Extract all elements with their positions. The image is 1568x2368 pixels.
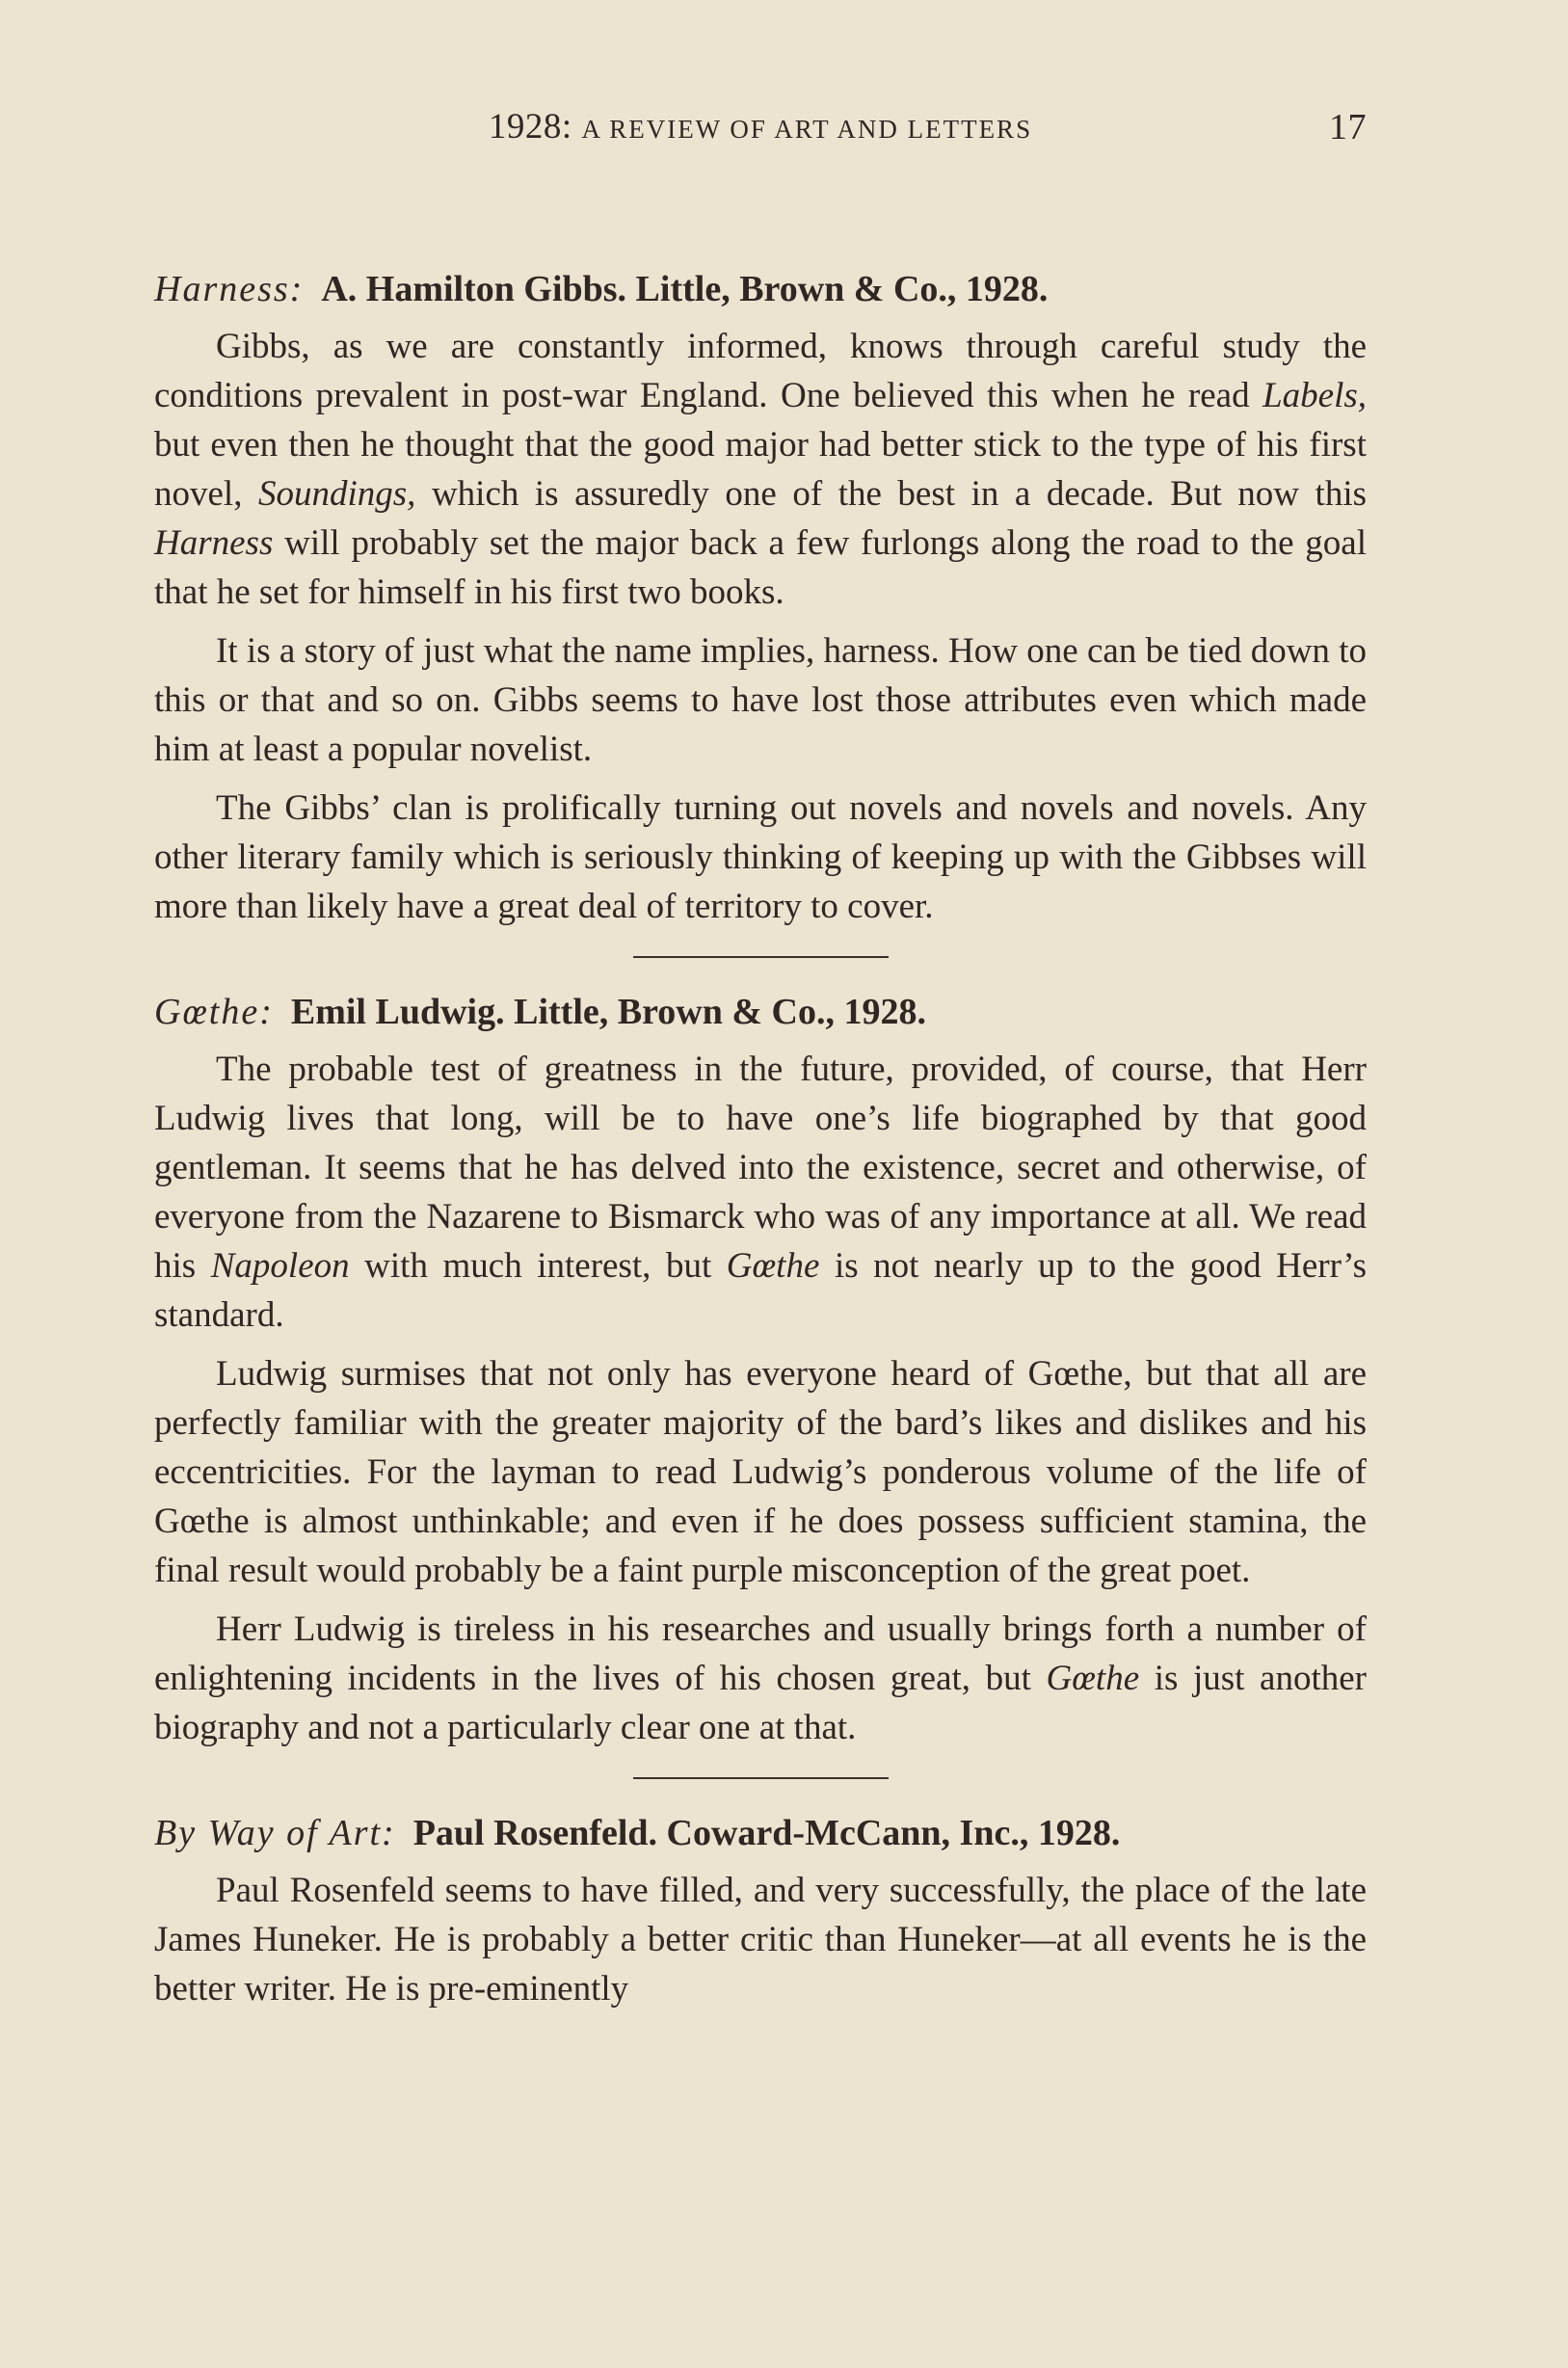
review-section: [154, 266, 1367, 931]
review-paragraph: [154, 322, 1367, 617]
review-paragraph: [154, 784, 1367, 931]
review-heading: [154, 266, 1367, 312]
book-page: [154, 106, 1367, 2023]
paragraph-text: will probably set the major back a few furlongs along the road to the goal that he set for himself in his first two books.: [154, 523, 1367, 612]
book-title: Gœthe:: [154, 992, 274, 1032]
italic-title: Labels,: [1262, 376, 1367, 415]
paragraph-text: Herr Ludwig is tireless in his researches and usually brings forth a number of enlightening incidents in the lives of his chosen great, but: [154, 1610, 1367, 1698]
running-head-colon: :: [561, 107, 572, 146]
review-section: [154, 1810, 1367, 2013]
reviews-column: [154, 266, 1367, 2013]
paragraph-text: Paul Rosenfeld seems to have filled, and very successfully, the place of the late James Huneker. He is probably a better critic than Huneker—at all events he is the better writer. He is pre-eminently: [154, 1871, 1367, 2009]
paragraph-text: which is assuredly one of the best in a decade. But now this: [415, 474, 1367, 514]
book-title: By Way of Art:: [154, 1813, 396, 1853]
italic-title: Gœthe: [726, 1246, 820, 1286]
italic-title: Harness: [154, 523, 274, 563]
paragraph-text: is not nearly up to the good Herr’s standard.: [154, 1246, 1367, 1335]
review-paragraph: [154, 626, 1367, 774]
review-paragraph: [154, 1605, 1367, 1752]
paragraph-text: It is a story of just what the name implies, harness. How one can be tied down to this or that and so on. Gibbs seems to have lost those attributes even which made him at least a popular novelist.: [154, 631, 1367, 769]
paragraph-text: with much interest, but: [349, 1246, 727, 1286]
paragraph-text: The Gibbs’ clan is prolifically turning out novels and novels and novels. Any other literary family which is seriously thinking of keeping up with the Gibbses will more than likely have a great deal of territory to cover.: [154, 788, 1367, 926]
book-title: Harness:: [154, 269, 305, 309]
paragraph-text: The probable test of greatness in the future, provided, of course, that Herr Ludwig lives that long, will be to have one’s life biographed by that good gentleman. It seems that he has delved into the existence, secret and otherwise, of everyone from the Nazarene to Bismarck who was of any importance at all. We read his: [154, 1050, 1367, 1286]
review-paragraph: [154, 1866, 1367, 2013]
book-byline: A. Hamilton Gibbs. Little, Brown & Co., 1928.: [321, 269, 1049, 309]
italic-title: Gœthe: [1046, 1659, 1140, 1698]
book-byline: Emil Ludwig. Little, Brown & Co., 1928.: [290, 992, 926, 1032]
italic-title: Soundings,: [257, 474, 416, 514]
review-paragraph: [154, 1045, 1367, 1340]
running-head-title: A REVIEW OF ART AND LETTERS: [581, 115, 1033, 144]
italic-title: Napoleon: [210, 1246, 350, 1286]
review-heading: [154, 1810, 1367, 1856]
running-head-year: 1928: [488, 107, 562, 146]
review-heading: [154, 989, 1367, 1035]
section-divider: [633, 1777, 889, 1779]
running-head: [154, 106, 1367, 164]
book-byline: Paul Rosenfeld. Coward-McCann, Inc., 1928.: [412, 1813, 1121, 1853]
paragraph-text: is just another biography and not a particularly clear one at that.: [154, 1659, 1367, 1747]
page-number: 17: [1329, 107, 1367, 147]
review-paragraph: [154, 1349, 1367, 1595]
paragraph-text: Gibbs, as we are constantly informed, knows through careful study the conditions prevalent in post-war England. One believed this when he read: [154, 327, 1367, 415]
paragraph-text: but even then he thought that the good major had better stick to the type of his first novel,: [154, 425, 1367, 514]
paragraph-text: Ludwig surmises that not only has everyone heard of Gœthe, but that all are perfectly familiar with the greater majority of the bard’s likes and dislikes and his eccentricities. For the layman to read Ludwig’s ponderous volume of the life of Gœthe is almost unthinkable; and even if he does possess sufficient stamina, the final result would probably be a faint purple misconception of the great poet.: [154, 1354, 1367, 1590]
section-divider: [633, 956, 889, 958]
review-section: [154, 989, 1367, 1752]
